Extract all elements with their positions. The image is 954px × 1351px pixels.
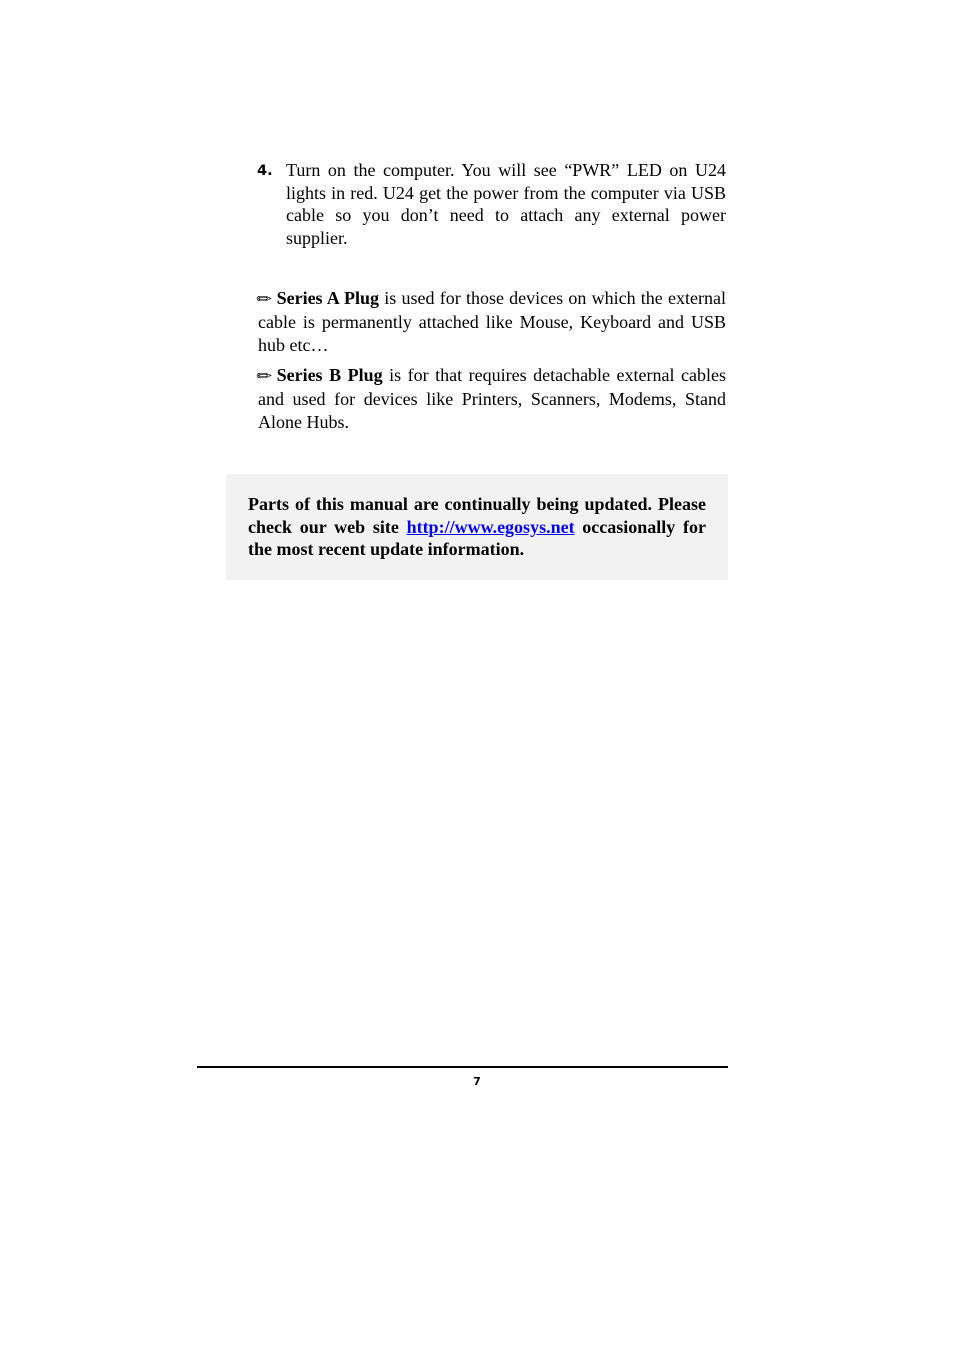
note-text: is used for those devices on which the external cable is permanently attached like Mouse, Keyboard and USB hub etc… [258, 288, 726, 355]
step-4 [257, 159, 726, 249]
step-number: 4. [257, 163, 273, 179]
note-title: Series A Plug [276, 288, 380, 308]
update-notice-text [248, 493, 706, 561]
note-title: Series B Plug [276, 365, 383, 385]
website-link[interactable]: http://www.egosys.net [406, 516, 575, 537]
update-notice-box [226, 474, 728, 580]
note-series-b-plug [258, 364, 726, 433]
note-text: is for that requires detachable external cables and used for devices like Printers, Scanners, Modems, Stand Alone Hubs. [258, 365, 726, 432]
page-number: 7 [473, 1075, 481, 1088]
update-notice-before: Parts of this manual are continually being updated. Please check our web site [248, 494, 706, 537]
update-notice-after: occasionally for the most recent update information. [248, 516, 707, 559]
pencil-icon: ✏ [256, 292, 273, 308]
note-series-a-plug [258, 287, 726, 356]
footer-divider [197, 1066, 728, 1068]
step-text: Turn on the computer. You will see “PWR” LED on U24 lights in red. U24 get the power from the computer via USB cable so you don’t need to attach any external power supplier. [286, 160, 726, 248]
pencil-icon: ✏ [256, 369, 273, 385]
